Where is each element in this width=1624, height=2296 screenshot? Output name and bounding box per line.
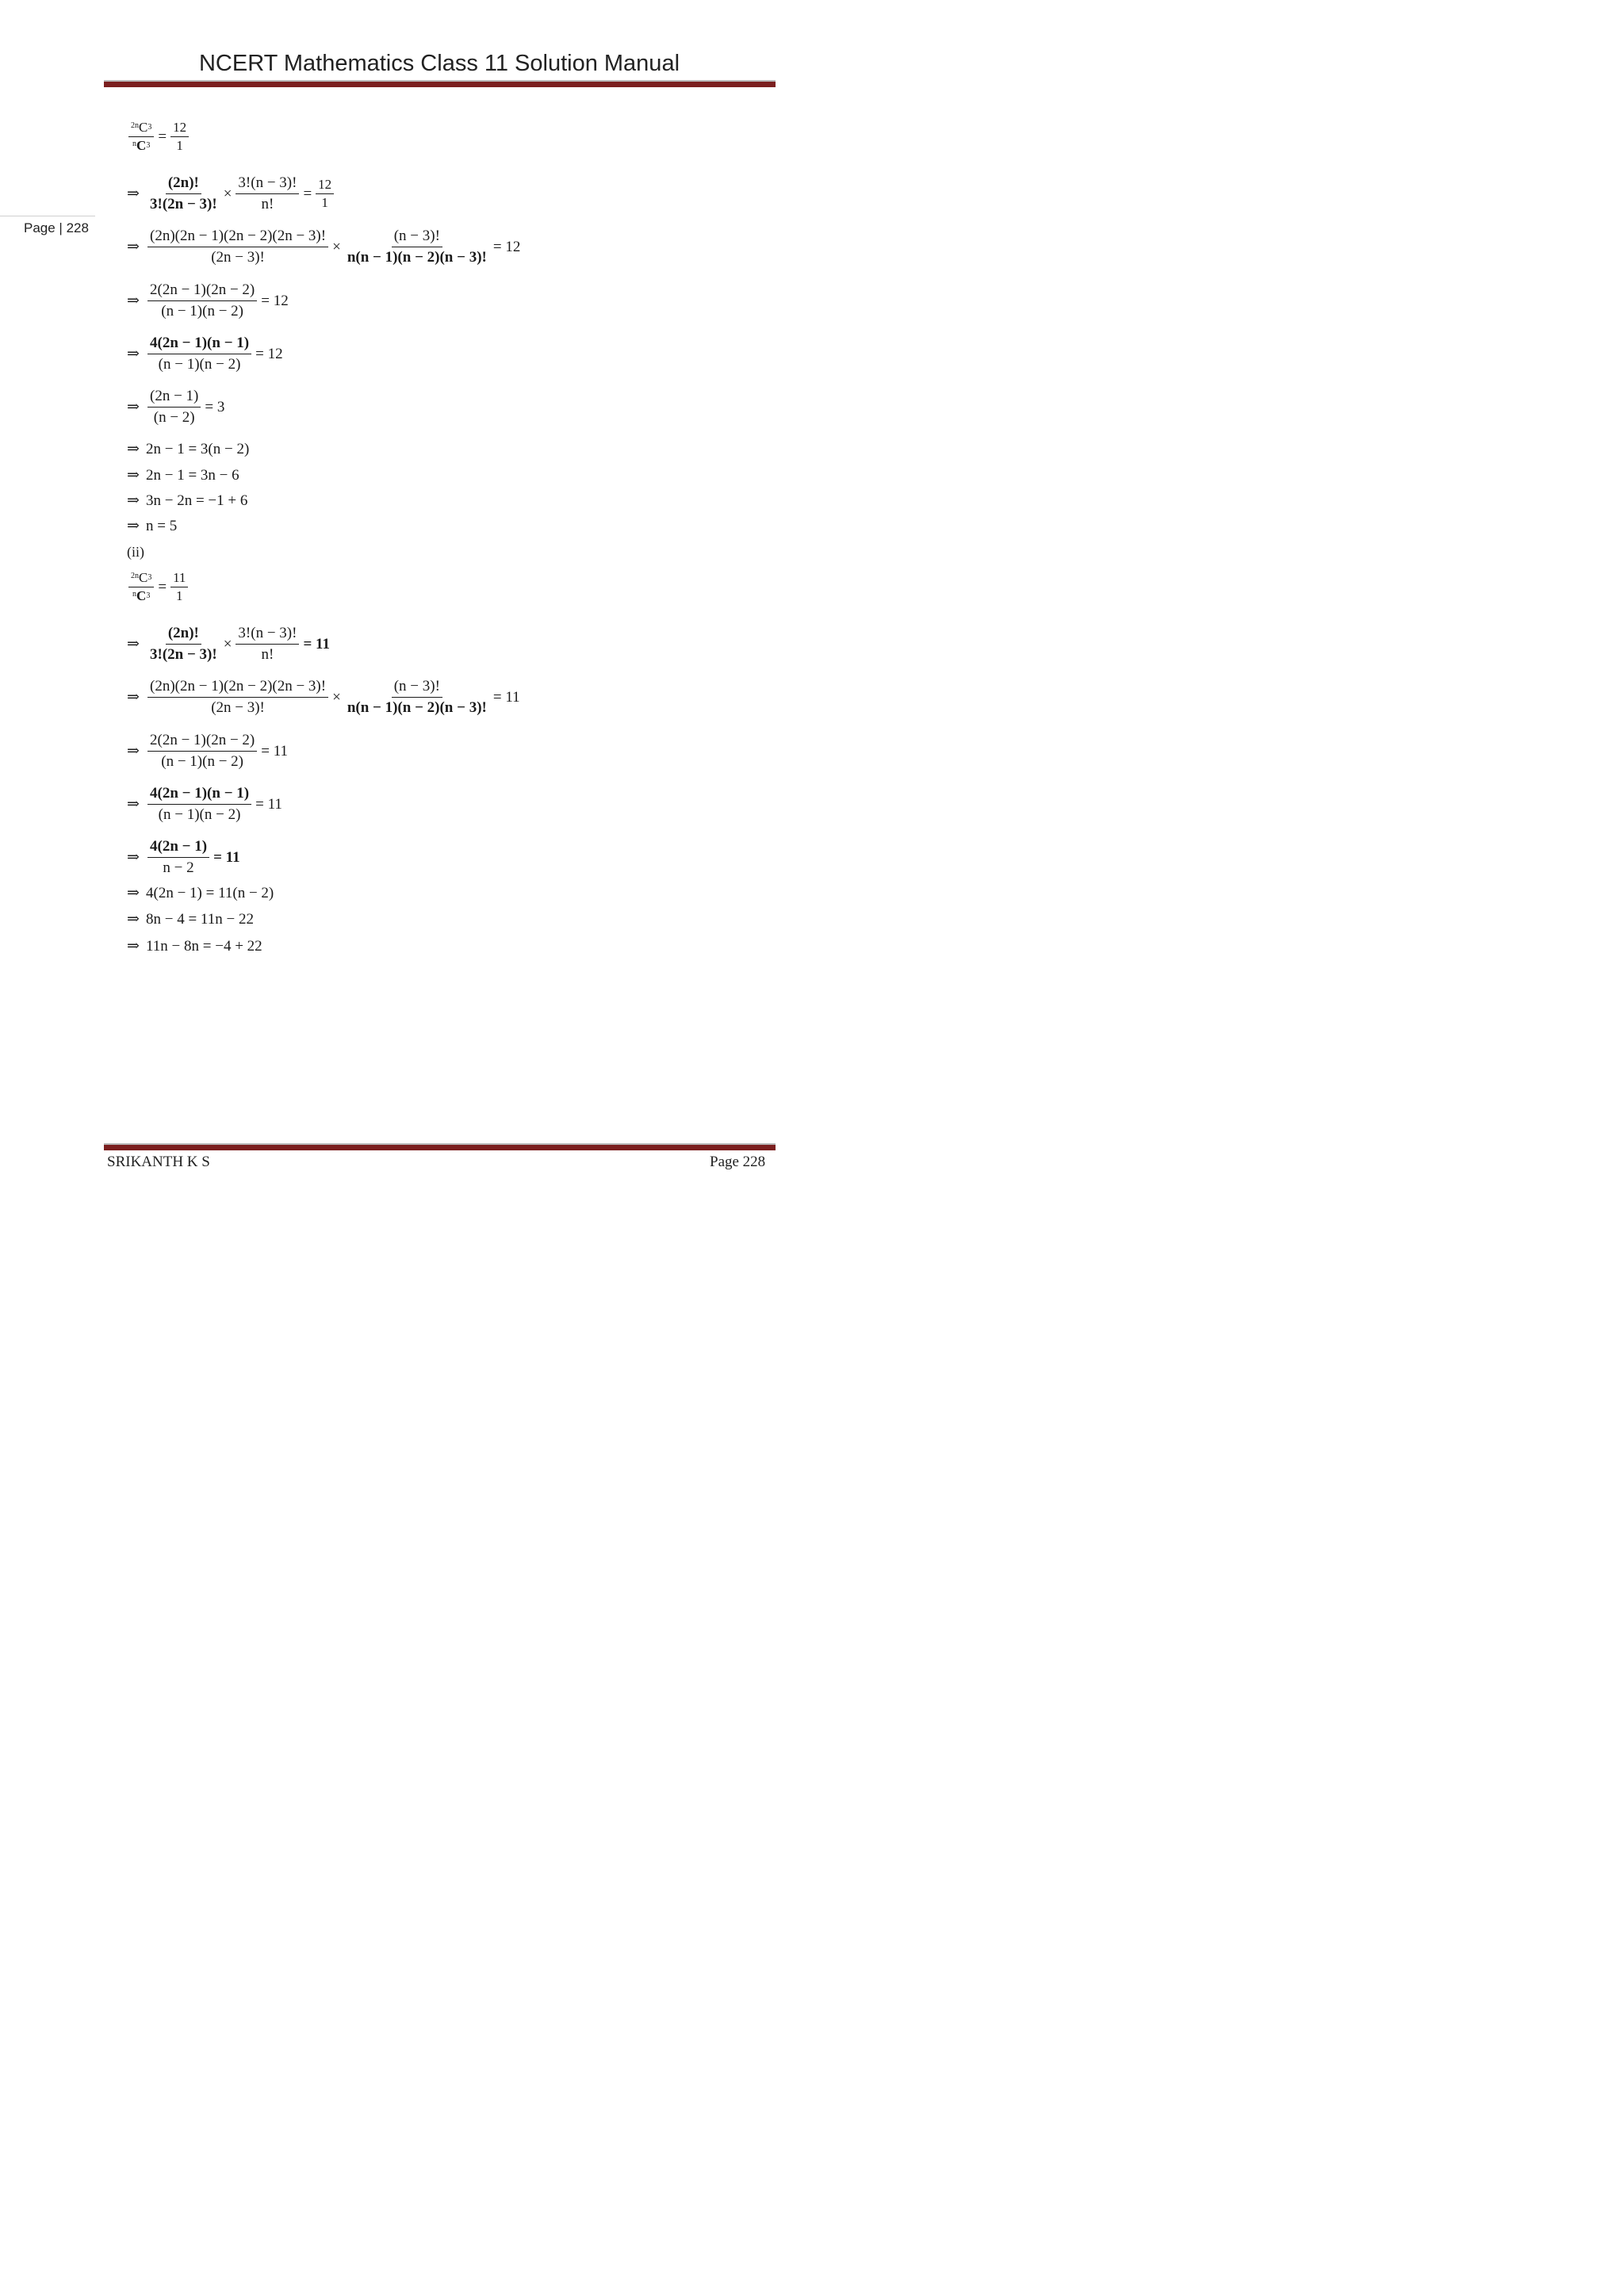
eq-line-i-8: ⇒ 3n − 2n = −1 + 6 — [127, 492, 248, 509]
eq-line-ii-7: ⇒ 8n − 4 = 11n − 22 — [127, 910, 254, 928]
footer-rule — [104, 1145, 776, 1150]
combination-ratio: $\frac{^{2n}C3}{^nC3}$ — [128, 569, 154, 605]
page-header-title: NCERT Mathematics Class 11 Solution Manual — [198, 51, 680, 76]
eq-line-i-2: ⇒ $\frac{(2n)(2n - 1)(2n - 2)(2n - 3)!}{(2n - 3)!}$ × $\frac{(n - 3)!}{n(n - 1)(n - 2)(n - 3)!}$ = 12 — [127, 228, 521, 266]
eq-line-i-9: ⇒ n = 5 — [127, 517, 178, 534]
eq-line-i-3: ⇒ $\frac{2(2n - 1)(2n - 2)}{(n - 1)(n - 2)}$ = 12 — [127, 281, 289, 320]
margin-page-label: Page | 228 — [24, 220, 89, 235]
combination-ratio: $\frac{^{2n}C3}{^nC3}$ — [128, 119, 154, 155]
eq-line-ii-5: ⇒ $\frac{4(2n - 1)}{n - 2}$ = 11 — [127, 838, 240, 876]
eq-line-ii-2: ⇒ $\frac{(2n)(2n - 1)(2n - 2)(2n - 3)!}{(2n - 3)!}$ × $\frac{(n - 3)!}{n(n - 1)(n - 2)(n - 3)!}$ = 11 — [127, 678, 520, 716]
eq-line-i-7: ⇒ 2n − 1 = 3n − 6 — [127, 466, 239, 484]
solution-part-ii-label: (ii) — [127, 544, 144, 560]
eq-line-ii-6: ⇒ 4(2n − 1) = 11(n − 2) — [127, 884, 274, 901]
eq-start-ii: $\frac{^{2n}C3}{^nC3}$ = $\frac{11}{1}$ — [127, 569, 190, 605]
eq-start-i: $\frac{^{2n}C3}{^nC3}$ = $\frac{12}{1}$ — [127, 119, 190, 155]
eq-line-i-4: ⇒ $\frac{4(2n - 1)(n - 1)}{(n - 1)(n - 2)}$ = 12 — [127, 335, 283, 373]
header-rule — [104, 82, 776, 87]
eq-line-ii-8: ⇒ 11n − 8n = −4 + 22 — [127, 937, 262, 955]
footer-page-number: Page 228 — [710, 1154, 766, 1170]
eq-line-i-6: ⇒ 2n − 1 = 3(n − 2) — [127, 440, 250, 457]
eq-line-ii-4: ⇒ $\frac{4(2n - 1)(n - 1)}{(n - 1)(n - 2)}$ = 11 — [127, 785, 282, 823]
eq-line-i-1: ⇒ $\frac{(2n)!}{3!(2n - 3)!}$ × $\frac{3!(n - 3)!}{n!}$ = $\frac{12}{1}$ — [127, 173, 335, 215]
footer-author: SRIKANTH K S — [107, 1154, 210, 1170]
eq-line-ii-3: ⇒ $\frac{2(2n - 1)(2n - 2)}{(n - 1)(n - 2)}$ = 11 — [127, 732, 289, 770]
eq-line-ii-1: ⇒ $\frac{(2n)!}{3!(2n - 3)!}$ × $\frac{3!(n - 3)!}{n!}$ = 11 — [127, 625, 330, 663]
eq-line-i-5: ⇒ $\frac{(2n - 1)}{(n - 2)}$ = 3 — [127, 388, 225, 426]
